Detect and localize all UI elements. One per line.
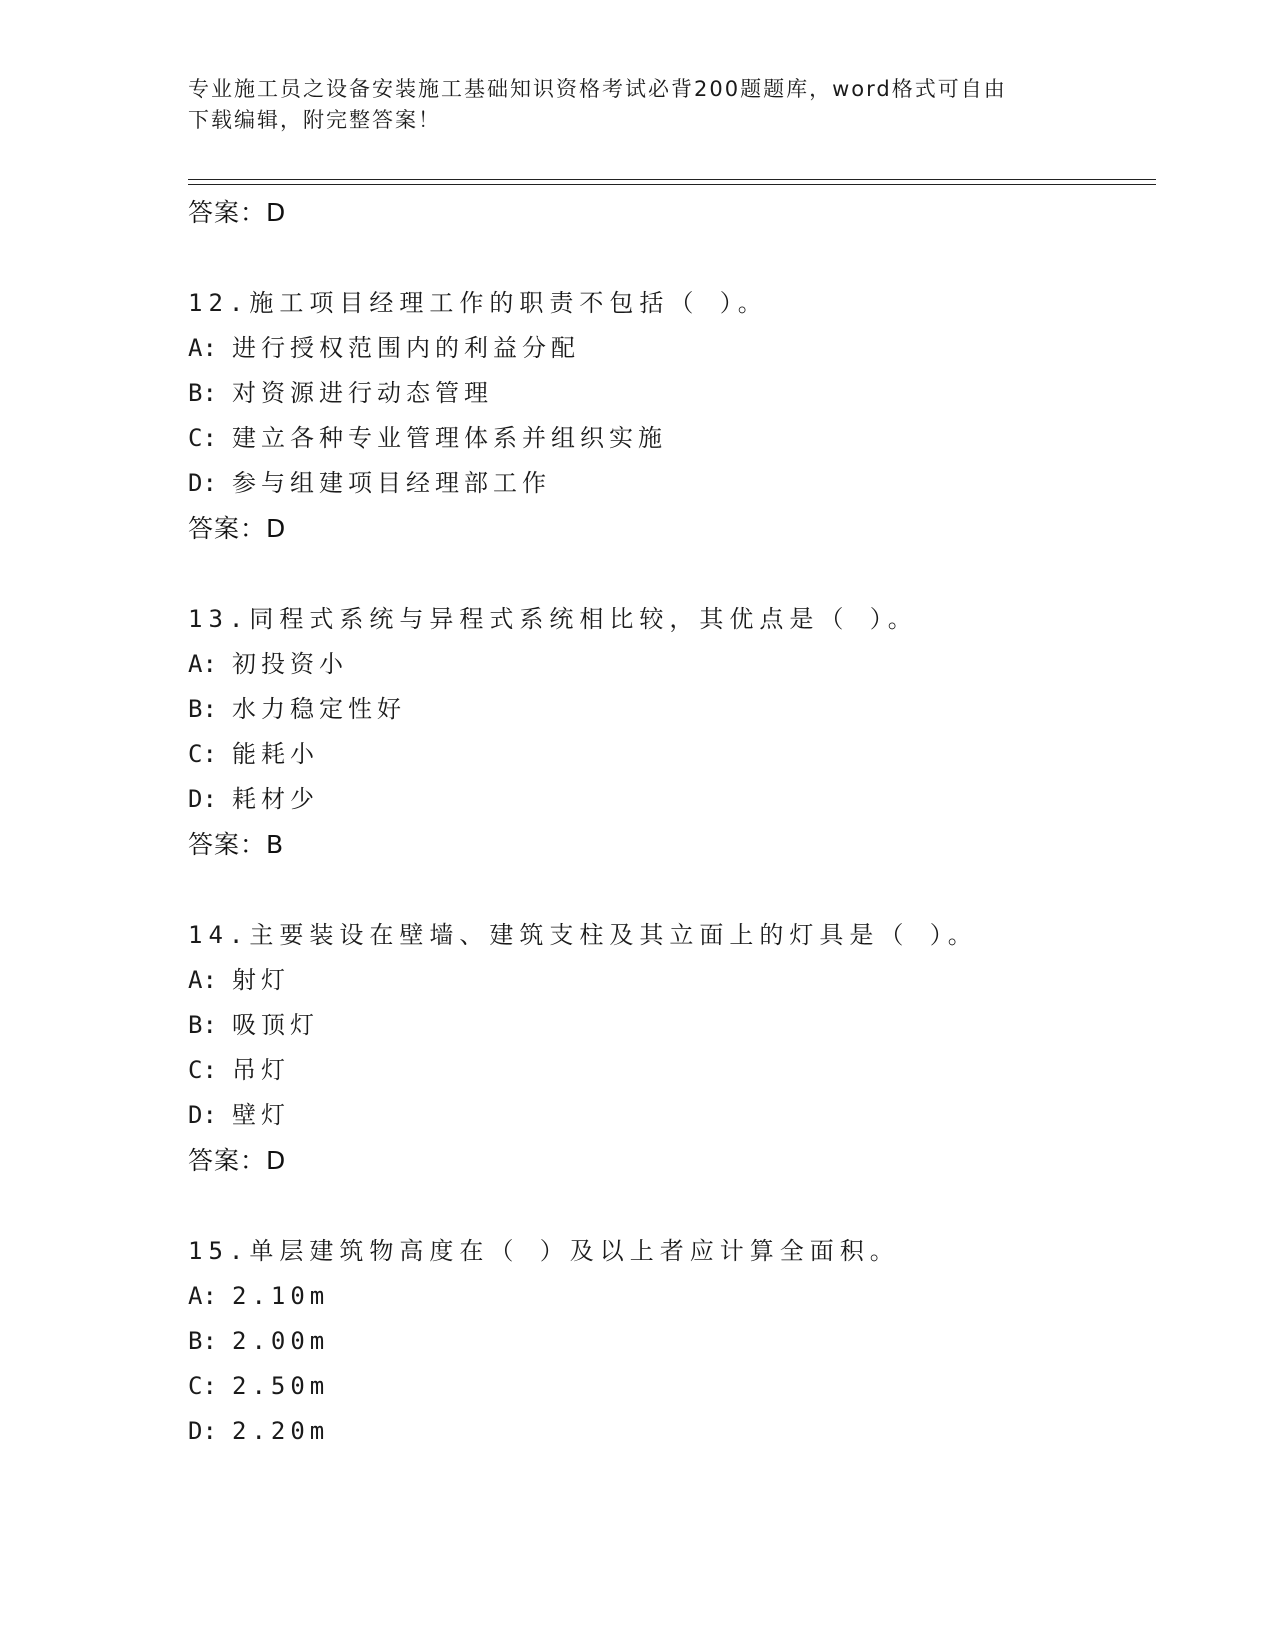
header-divider-top: [188, 179, 1156, 180]
option-key: C:: [188, 424, 217, 452]
option-text: 参与组建项目经理部工作: [232, 469, 551, 497]
header-line-2: 下载编辑，附完整答案！: [188, 108, 441, 132]
option-key: D:: [188, 1101, 217, 1129]
option-text: 对资源进行动态管理: [232, 379, 493, 407]
option-key: C:: [188, 1372, 217, 1400]
option-d: [188, 1093, 1156, 1138]
option-text: 壁灯: [232, 1101, 290, 1129]
option-b: [188, 1319, 1156, 1364]
option-key: A:: [188, 1282, 217, 1310]
option-text: 2.10m: [232, 1282, 330, 1310]
option-key: A:: [188, 966, 217, 994]
option-b: [188, 687, 1156, 732]
question-list: [188, 190, 1156, 1454]
option-key: C:: [188, 1056, 217, 1084]
option-c: [188, 1364, 1156, 1409]
option-key: D:: [188, 469, 217, 497]
question-stem: 13.同程式系统与异程式系统相比较，其优点是（ ）。: [188, 605, 918, 633]
option-d: [188, 461, 1156, 506]
option-text: 2.00m: [232, 1327, 330, 1355]
option-key: B:: [188, 379, 217, 407]
option-b: [188, 371, 1156, 416]
question-12: [188, 280, 1156, 552]
answer-line: 答案：D: [188, 1146, 287, 1175]
question-14: [188, 912, 1156, 1184]
answer-line: 答案：D: [188, 514, 287, 543]
question-15: [188, 1228, 1156, 1454]
option-key: C:: [188, 740, 217, 768]
option-text: 吊灯: [232, 1056, 290, 1084]
option-c: [188, 416, 1156, 461]
option-d: [188, 1409, 1156, 1454]
option-a: [188, 958, 1156, 1003]
option-text: 水力稳定性好: [232, 695, 406, 723]
option-text: 进行授权范围内的利益分配: [232, 334, 580, 362]
option-a: [188, 1274, 1156, 1319]
option-d: [188, 777, 1156, 822]
option-key: B:: [188, 1327, 217, 1355]
answer-line: 答案：B: [188, 830, 285, 859]
option-text: 能耗小: [232, 740, 319, 768]
header-divider-bottom: [188, 184, 1156, 185]
option-key: B:: [188, 1011, 217, 1039]
option-key: A:: [188, 650, 217, 678]
option-text: 射灯: [232, 966, 290, 994]
option-text: 初投资小: [232, 650, 348, 678]
option-key: D:: [188, 1417, 217, 1445]
question-stem: 12.施工项目经理工作的职责不包括（ ）。: [188, 289, 768, 317]
option-a: [188, 326, 1156, 371]
option-key: A:: [188, 334, 217, 362]
option-c: [188, 732, 1156, 777]
option-text: 耗材少: [232, 785, 319, 813]
document-header: [188, 74, 1088, 136]
question-stem: 14.主要装设在壁墙、建筑支柱及其立面上的灯具是（ ）。: [188, 921, 978, 949]
header-line-1: 专业施工员之设备安装施工基础知识资格考试必背200题题库，word格式可自由: [188, 77, 1007, 101]
option-text: 2.20m: [232, 1417, 330, 1445]
option-text: 2.50m: [232, 1372, 330, 1400]
question-stem: 15.单层建筑物高度在（ ）及以上者应计算全面积。: [188, 1237, 900, 1265]
option-c: [188, 1048, 1156, 1093]
option-key: B:: [188, 695, 217, 723]
option-b: [188, 1003, 1156, 1048]
option-a: [188, 642, 1156, 687]
option-key: D:: [188, 785, 217, 813]
option-text: 吸顶灯: [232, 1011, 319, 1039]
question-13: [188, 596, 1156, 868]
option-text: 建立各种专业管理体系并组织实施: [232, 424, 667, 452]
previous-answer: 答案：D: [188, 198, 287, 227]
